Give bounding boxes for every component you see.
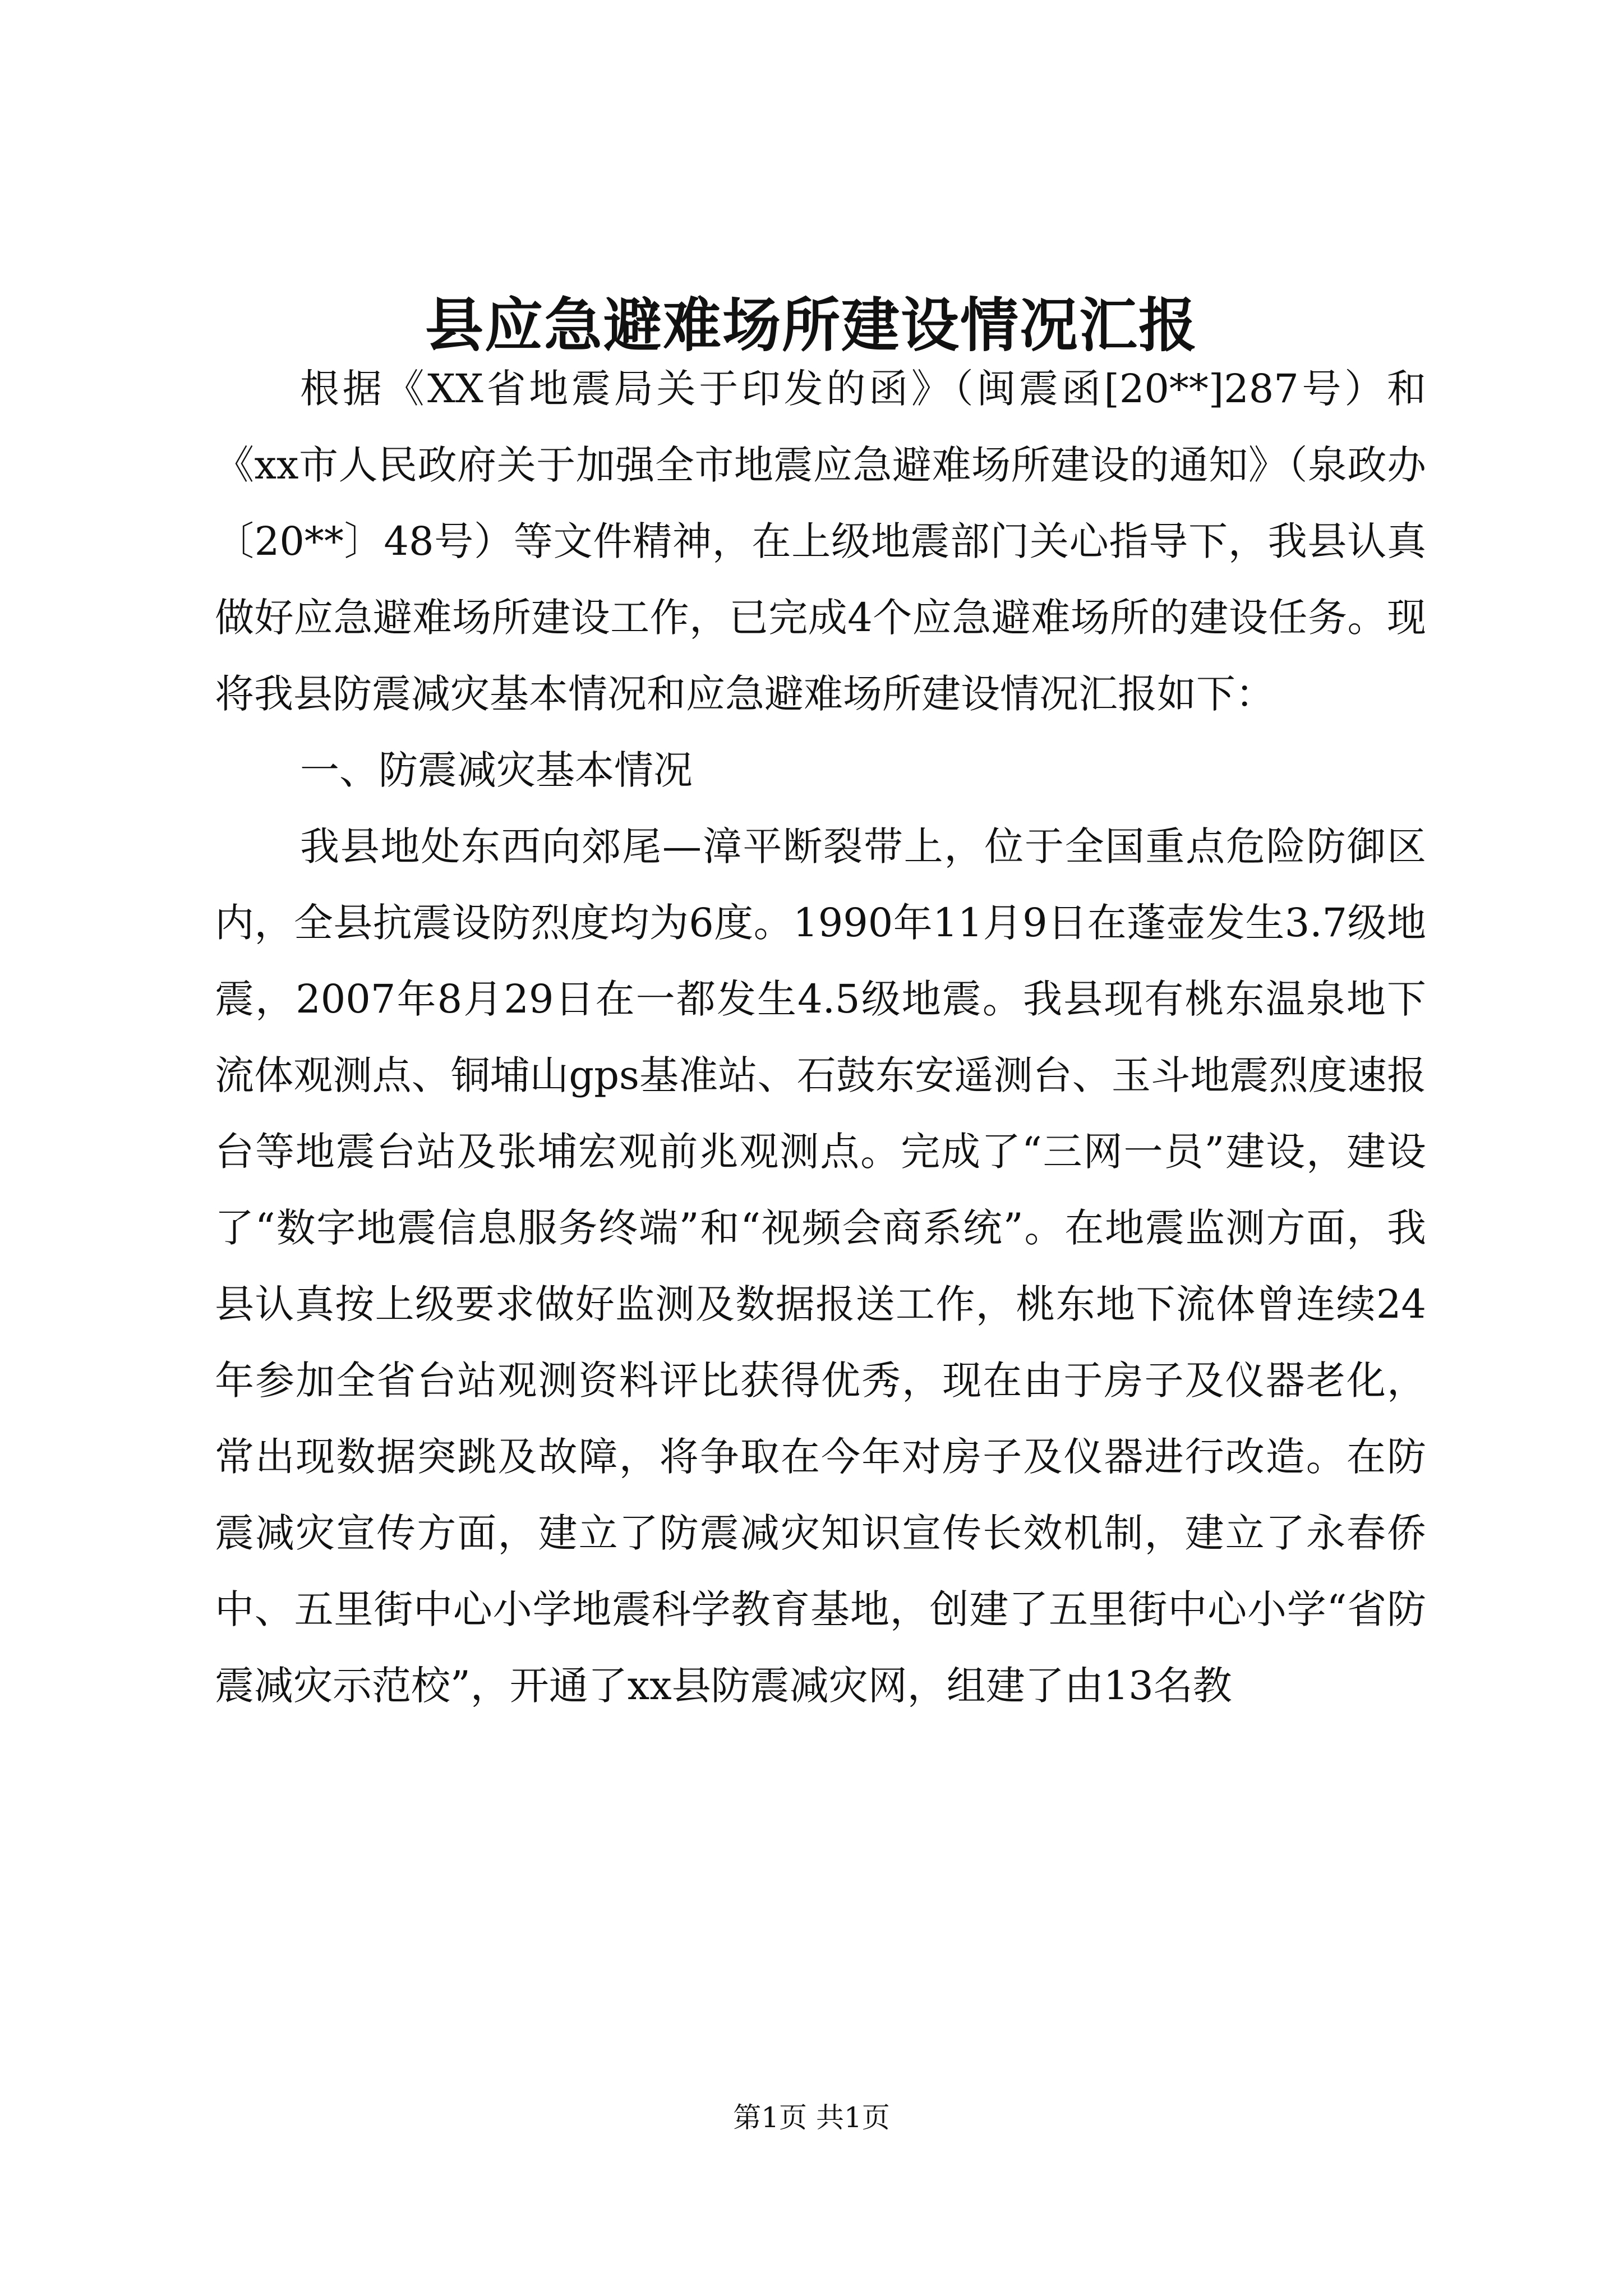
document-title: 县应急避难场所建设情况汇报 <box>425 291 1198 360</box>
document-body <box>215 351 1426 1724</box>
section-heading: 一、防震减灾基本情况 <box>300 747 693 793</box>
paragraph-intro: 根据《XX省地震局关于印发的函》（闽震函[20**]287号）和《xx市人民政府关于加强全市地震应急避难场所建设的通知》（泉政办〔20**〕48号）等文件精神，在上级地震部门关心指导下，我县认真做好应急避难场所建设工作，已完成4个应急避难场所的建设任务。现将我县防震减灾基本情况和应急避难场所建设情况汇报如下： <box>215 366 1426 717</box>
page-footer: 第1页 共1页 <box>733 2101 890 2134</box>
paragraph-basic-situation: 我县地处东西向郊尾—漳平断裂带上，位于全国重点危险防御区内，全县抗震设防烈度均为6度。1990年11月9日在蓬壶发生3.7级地震，2007年8月29日在一都发生4.5级地震。我县现有桃东温泉地下流体观测点、铜埔山gps基准站、石鼓东安遥测台、玉斗地震烈度速报台等地震台站及张埔宏观前兆观测点。完成了“三网一员”建设，建设了“数字地震信息服务终端”和“视频会商系统”。在地震监测方面，我县认真按上级要求做好监测及数据报送工作，桃东地下流体曾连续24年参加全省台站观测资料评比获得优秀，现在由于房子及仪器老化，常出现数据突跳及故障，将争取在今年对房子及仪器进行改造。在防震减灾宣传方面，建立了防震减灾知识宣传长效机制，建立了永春侨中、五里街中心小学地震科学教育基地，创建了五里街中心小学“省防震减灾示范校”，开通了xx县防震减灾网，组建了由13名教 <box>215 823 1426 1709</box>
